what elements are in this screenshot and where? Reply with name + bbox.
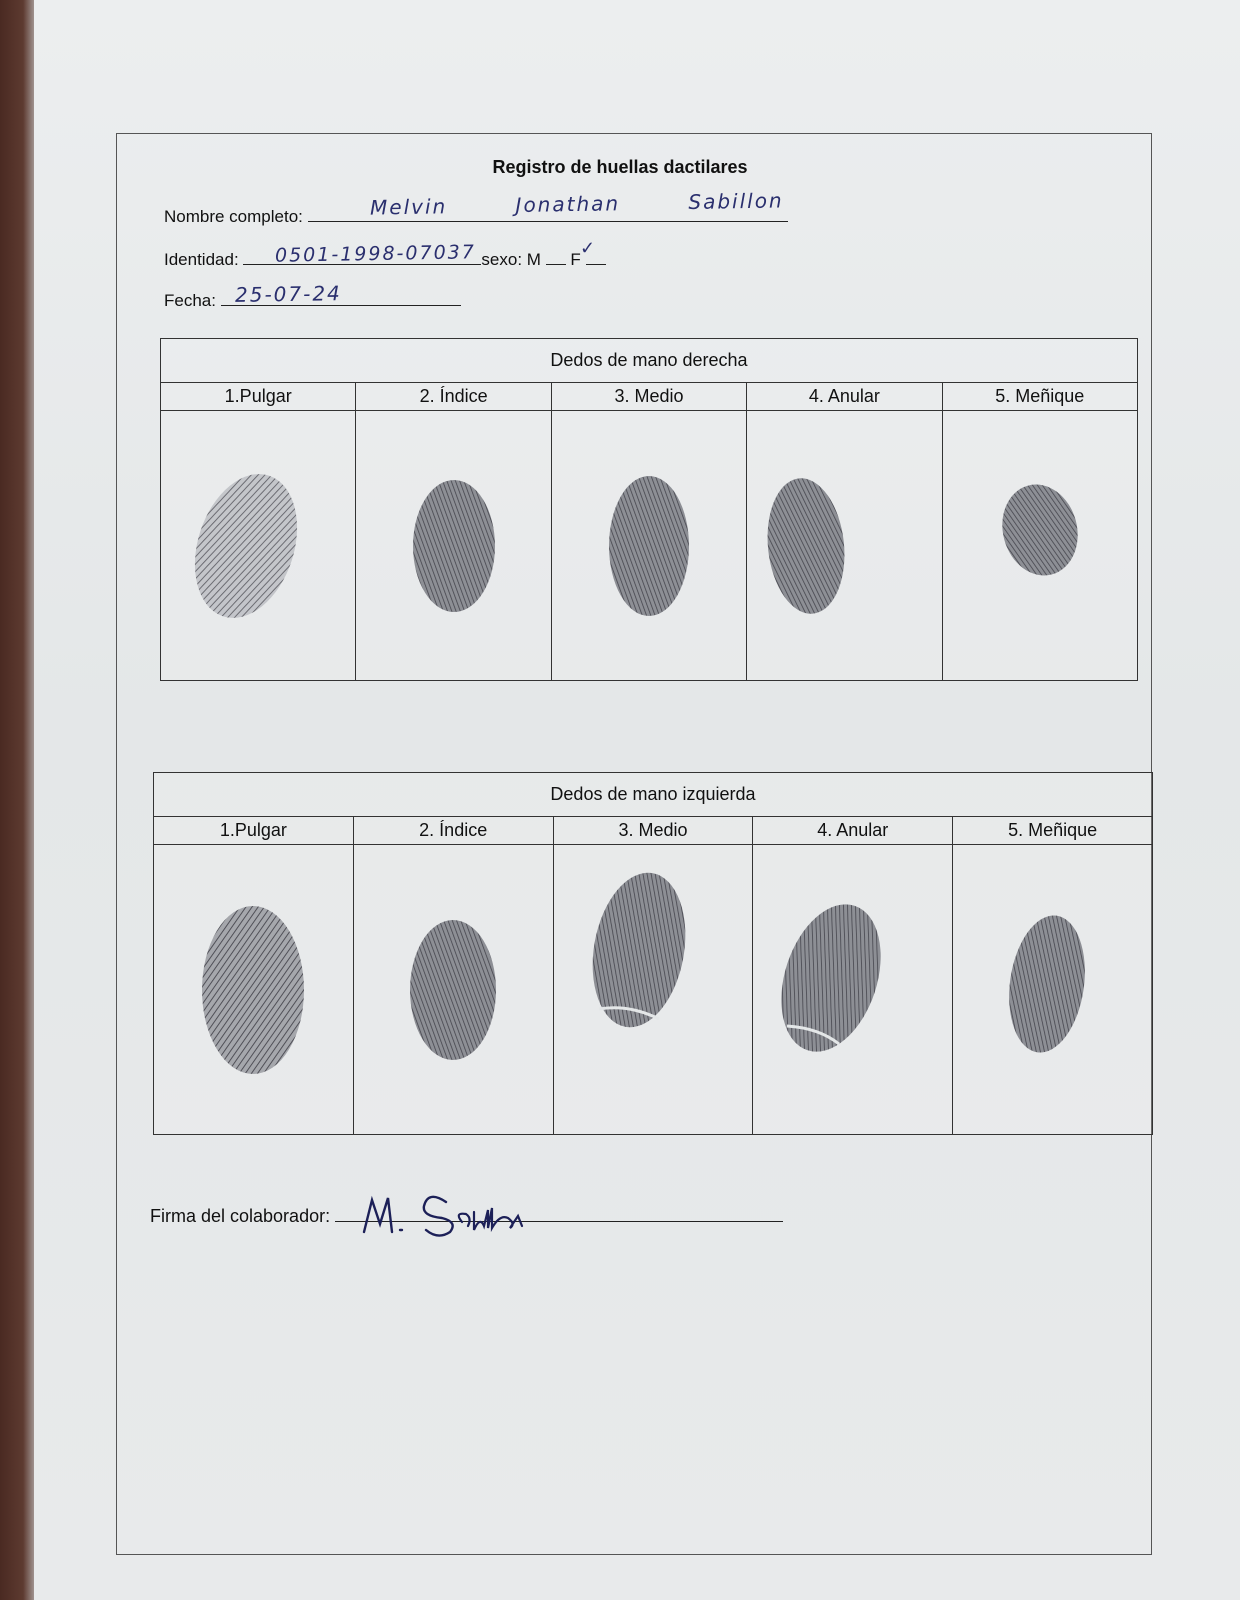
fingerprint-image — [779, 898, 883, 1058]
right-hand-table — [160, 338, 1138, 681]
fingerprint-image — [589, 869, 689, 1031]
fingerprint-cell — [753, 845, 953, 1135]
fingerprint-image — [1000, 481, 1080, 579]
sex-m-mark: ✓ — [579, 237, 598, 260]
fingerprint-cell — [942, 411, 1137, 681]
handwritten-signature — [358, 1180, 558, 1240]
fingerprint-cell — [747, 411, 942, 681]
fingerprint-cell — [161, 411, 356, 681]
fingerprint-image — [411, 477, 497, 615]
left-hand-table — [153, 772, 1153, 1135]
left-finger-label: 5. Meñique — [953, 817, 1153, 845]
sex-f-label: F — [570, 250, 581, 269]
sex-m-line — [546, 249, 566, 265]
sex-label: sexo: M — [481, 250, 541, 269]
fingerprint-cell — [154, 845, 354, 1135]
name-label: Nombre completo: — [164, 207, 303, 226]
signature-label: Firma del colaborador: — [150, 1206, 331, 1226]
fingerprint-cell — [551, 411, 746, 681]
form-title: Registro de huellas dactilares — [492, 157, 748, 177]
left-finger-label: 1.Pulgar — [154, 817, 354, 845]
fingerprint-image — [194, 468, 298, 624]
fingerprint-image — [765, 475, 847, 617]
fingerprint-cell — [553, 845, 753, 1135]
left-finger-label: 2. Índice — [353, 817, 553, 845]
left-finger-label: 3. Medio — [553, 817, 753, 845]
fingerprint-cell — [356, 411, 551, 681]
id-label: Identidad: — [164, 250, 239, 269]
fingerprint-image — [200, 902, 306, 1078]
name-handwriting: Melvin Jonathan Sabillon — [369, 188, 784, 220]
right-finger-label: 4. Anular — [747, 383, 942, 411]
date-label: Fecha: — [164, 291, 216, 310]
fingerprint-image — [607, 473, 691, 619]
fingerprint-image — [408, 917, 498, 1063]
fingerprint-cell — [953, 845, 1153, 1135]
right-finger-label: 2. Índice — [356, 383, 551, 411]
fingerprint-cell — [353, 845, 553, 1135]
right-finger-label: 1.Pulgar — [161, 383, 356, 411]
date-handwriting: 25-07-24 — [234, 281, 342, 307]
right-finger-label: 5. Meñique — [942, 383, 1137, 411]
left-finger-label: 4. Anular — [753, 817, 953, 845]
fingerprint-image — [1007, 912, 1087, 1056]
right-hand-title: Dedos de mano derecha — [161, 339, 1138, 383]
left-hand-title: Dedos de mano izquierda — [154, 773, 1153, 817]
id-handwriting: 0501-1998-07037 — [274, 241, 477, 267]
right-finger-label: 3. Medio — [551, 383, 746, 411]
